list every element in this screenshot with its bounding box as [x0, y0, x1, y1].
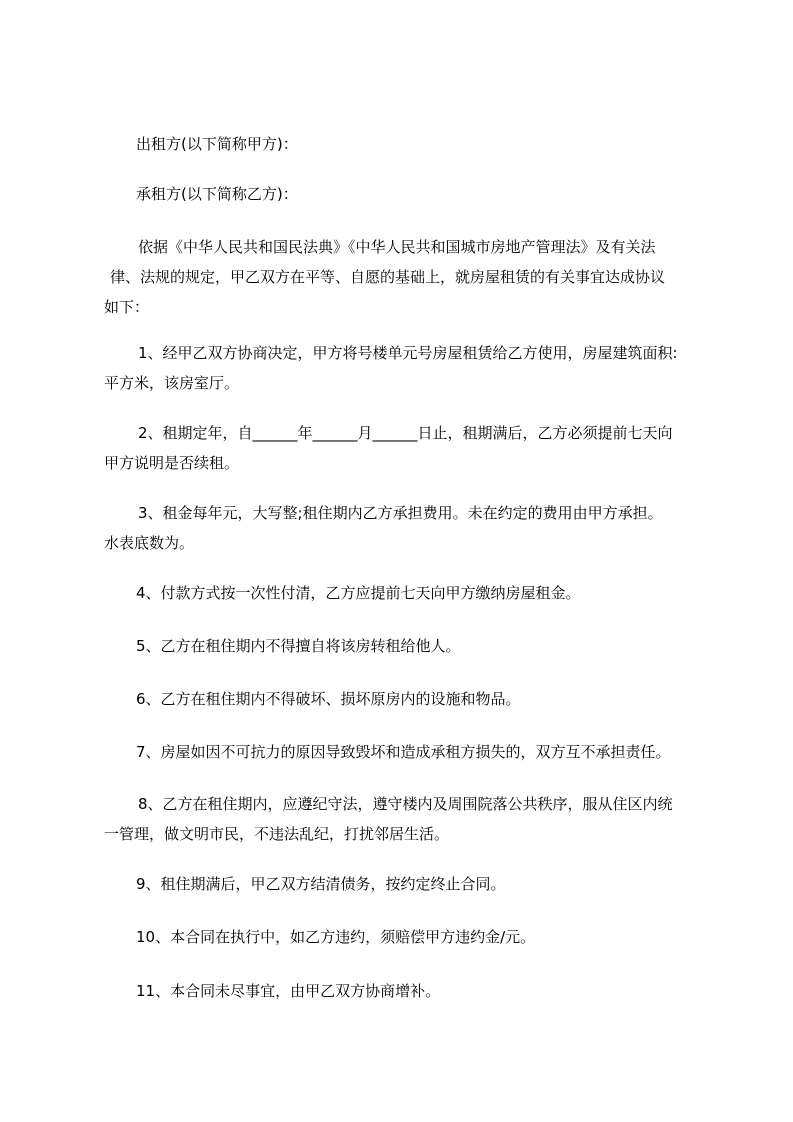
clause-1-line-2: 平方米，该房室厅。: [104, 374, 240, 392]
clause-3-line-1: 3、租金每年元，大写整;租住期内乙方承担费用。未在约定的费用由甲方承担。: [138, 504, 663, 522]
clause-4: 4、付款方式按一次性付清，乙方应提前七天向甲方缴纳房屋租金。: [136, 584, 581, 602]
clause-10: 10、本合同在执行中，如乙方违约，须赔偿甲方违约金/元。: [136, 928, 536, 946]
intro-line-1: 依据《中华人民共和国民法典》《中华人民共和国城市房地产管理法》及有关法: [138, 238, 656, 256]
clause-5: 5、乙方在租住期内不得擅自将该房转租给他人。: [136, 637, 461, 655]
clause-9: 9、租住期满后，甲乙双方结清债务，按约定终止合同。: [136, 875, 506, 893]
clause-3-line-2: 水表底数为。: [104, 534, 195, 552]
clause-2-line-1: 2、租期定年，自______年______月______日止，租期满后，乙方必须提前七天向: [138, 424, 673, 442]
intro-line-2: 律、法规的规定，甲乙双方在平等、自愿的基础上，就房屋租赁的有关事宜达成协议: [110, 268, 666, 286]
clause-7: 7、房屋如因不可抗力的原因导致毁坏和造成承租方损失的，双方互不承担责任。: [136, 743, 671, 761]
intro-line-3: 如下：: [104, 298, 150, 316]
clause-8-line-1: 8、乙方在租住期内，应遵纪守法，遵守楼内及周围院落公共秩序，服从住区内统: [138, 795, 673, 813]
lessee-line: 承租方(以下简称乙方)：: [136, 185, 298, 203]
clause-2-line-2: 甲方说明是否续租。: [104, 454, 240, 472]
clause-1-line-1: 1、经甲乙双方协商决定，甲方将号楼单元号房屋租赁给乙方使用，房屋建筑面积:: [138, 344, 678, 362]
clause-6: 6、乙方在租住期内不得破坏、损坏原房内的设施和物品。: [136, 690, 521, 708]
clause-8-line-2: 一管理，做文明市民，不违法乱纪，打扰邻居生活。: [104, 825, 450, 843]
clause-11: 11、本合同未尽事宜，由甲乙双方协商增补。: [136, 982, 441, 1000]
lessor-line: 出租方(以下简称甲方)：: [136, 135, 298, 153]
